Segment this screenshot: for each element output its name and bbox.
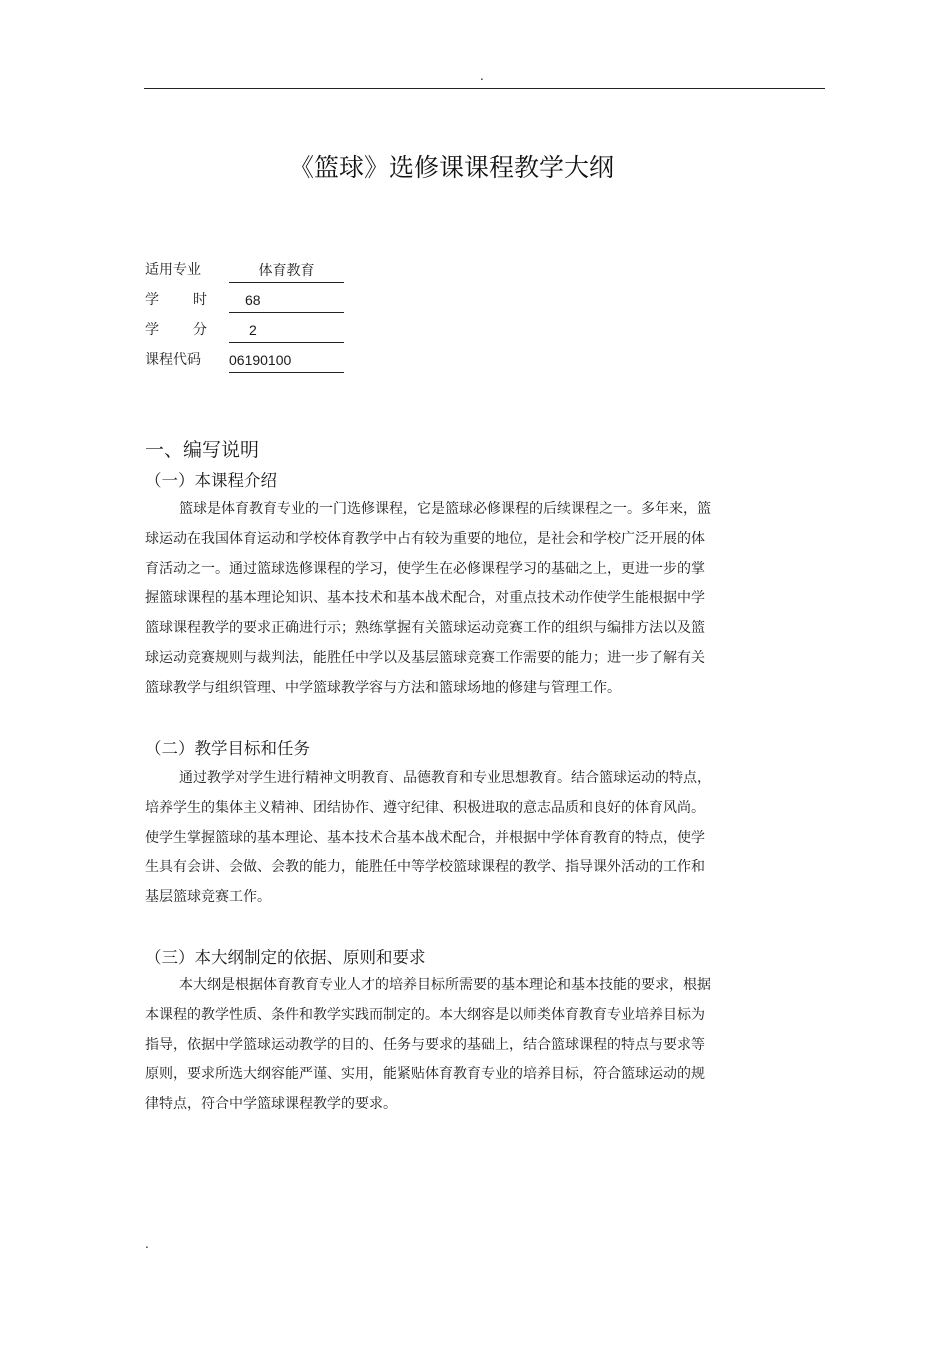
- meta-value-credits: 2: [229, 318, 344, 343]
- paragraph-line: 通过教学对学生进行精神文明教育、品德教育和专业思想教育。结合篮球运动的特点，: [179, 770, 711, 786]
- paragraph-intro: [145, 495, 745, 704]
- subsection-heading-goals: （二）教学目标和任务: [145, 739, 310, 758]
- header-mark: .: [480, 69, 484, 83]
- paragraph-line: 培养学生的集体主义精神、团结协作、遵守纪律、积极进取的意志品质和良好的体育风尚。: [145, 799, 705, 816]
- paragraph-line: 指导，依据中学篮球运动教学的目的、任务与要求的基础上，结合篮球课程的特点与要求等: [145, 1036, 705, 1053]
- meta-value-hours: 68: [229, 288, 344, 313]
- meta-label-major: 适用专业: [145, 262, 201, 278]
- paragraph-goals: [145, 764, 745, 913]
- footer-mark: .: [145, 1237, 149, 1251]
- subsection-heading-intro: （一）本课程介绍: [145, 471, 277, 490]
- section-heading-one: 一、编写说明: [145, 439, 260, 461]
- paragraph-line: 原则，要求所选大纲容能严谨、实用，能紧贴体育教育专业的培养目标，符合篮球运动的规: [145, 1066, 705, 1083]
- paragraph-line: 篮球课程教学的要求正确进行示；熟练掌握有关篮球运动竞赛工作的组织与编排方法以及篮: [145, 620, 705, 637]
- meta-value-code: 06190100: [229, 348, 344, 373]
- meta-label-code: 课程代码: [145, 352, 201, 368]
- paragraph-line: 本大纲是根据体育教育专业人才的培养目标所需要的基本理论和基本技能的要求，根据: [179, 977, 711, 993]
- subsection-heading-basis: （三）本大纲制定的依据、原则和要求: [145, 948, 426, 967]
- paragraph-basis: [145, 971, 745, 1120]
- meta-value-major: 体育教育: [229, 258, 344, 283]
- paragraph-line: 生具有会讲、会做、会教的能力，能胜任中等学校篮球课程的教学、指导课外活动的工作和: [145, 859, 705, 876]
- paragraph-line: 育活动之一。通过篮球选修课程的学习，使学生在必修课程学习的基础之上，更进一步的掌: [145, 560, 705, 577]
- meta-label-hours: 学 时: [145, 292, 207, 308]
- paragraph-line: 基层篮球竞赛工作。: [145, 889, 271, 906]
- meta-label-credits: 学 分: [145, 322, 207, 338]
- paragraph-line: 使学生掌握篮球的基本理论、基本技术合基本战术配合，并根据中学体育教育的特点，使学: [145, 829, 705, 846]
- paragraph-line: 球运动在我国体育运动和学校体育教学中占有较为重要的地位，是社会和学校广泛开展的体: [145, 530, 705, 547]
- paragraph-line: 篮球教学与组织管理、中学篮球教学容与方法和篮球场地的修建与管理工作。: [145, 679, 621, 696]
- paragraph-line: 球运动竞赛规则与裁判法，能胜任中学以及基层篮球竞赛工作需要的能力；进一步了解有关: [145, 649, 705, 666]
- paragraph-line: 握篮球课程的基本理论知识、基本技术和基本战术配合，对重点技术动作使学生能根据中学: [145, 590, 705, 607]
- paragraph-line: 篮球是体育教育专业的一门选修课程，它是篮球必修课程的后续课程之一。多年来，篮: [179, 501, 711, 517]
- document-title: 《篮球》选修课课程教学大纲: [288, 153, 614, 182]
- paragraph-line: 律特点，符合中学篮球课程教学的要求。: [145, 1096, 397, 1113]
- header-rule: [144, 88, 825, 89]
- paragraph-line: 本课程的教学性质、条件和教学实践而制定的。本大纲容是以师类体育教育专业培养目标为: [145, 1006, 705, 1023]
